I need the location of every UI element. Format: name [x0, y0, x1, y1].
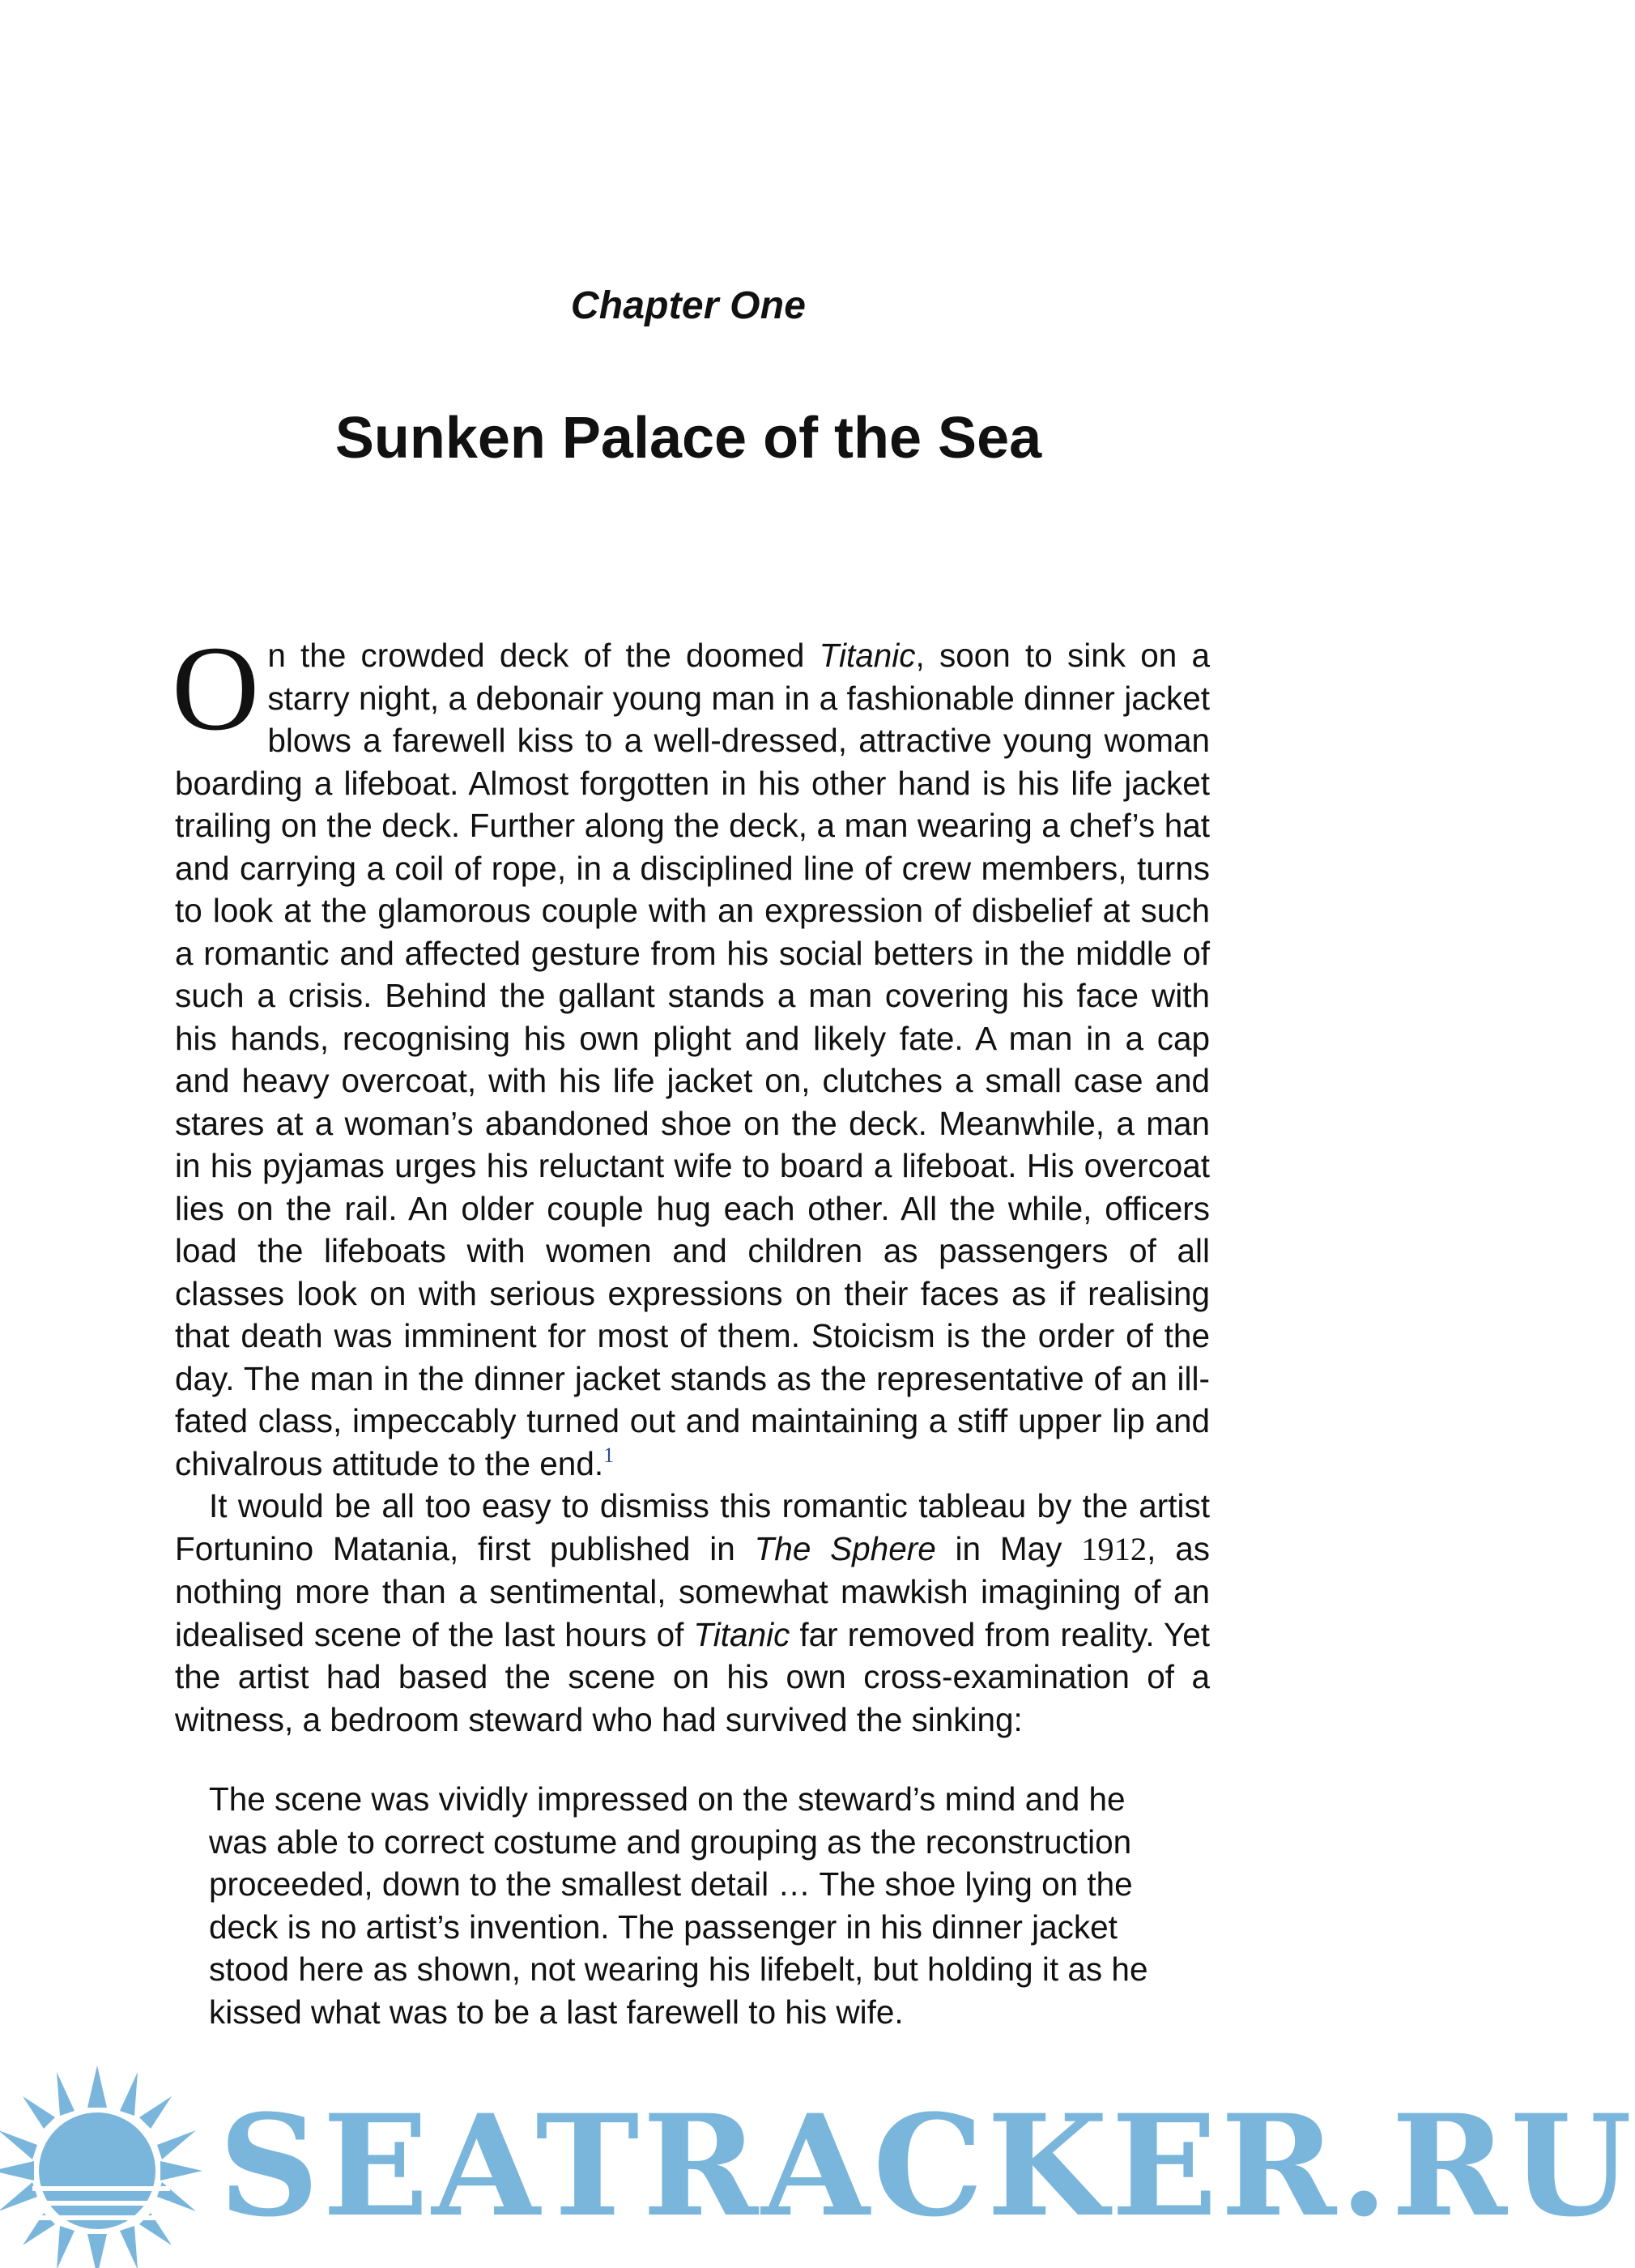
- p1-ship-name: Titanic: [819, 637, 916, 674]
- p1-text-1: n the crowded deck of the doomed: [267, 637, 820, 674]
- p1-text-2: , soon to sink on a starry night, a debonair young man in a fashionable dinner jacket blows a farewell kiss to a well-dressed, attractive young woman boarding a lifeboat. Almost forgotten in his other hand is his life jacket trailing on the deck. Further along the deck, a man wearing a chef’s hat and carrying a coil of rope, in a disciplined line of crew members, turns to look at the glamorous couple with an expression of disbelief at such a romantic and affected gesture from his social betters in the middle of such a crisis. Behind the gallant stands a man covering his face with his hands, recognising his own plight and likely fate. A man in a cap and heavy overcoat, with his life jacket on, clutches a small case and stares at a woman’s abandoned shoe on the deck. Meanwhile, a man in his pyjamas urges his reluctant wife to board a lifeboat. His overcoat lies on the rail. An older couple hug each other. All the while, officers load the lifeboats with women and children as passengers of all classes look on with serious expressions on their faces as if realising that death was imminent for most of them. Stoicism is the order of the day. The man in the dinner jacket stands as the representative of an ill-fated class, impeccably turned out and maintaining a stiff upper lip and chivalrous attitude to the end.: [175, 637, 1210, 1482]
- chapter-label: Chapter One: [570, 284, 807, 327]
- footnote-marker[interactable]: 1: [603, 1443, 615, 1467]
- p2-text-2: in May: [935, 1529, 1082, 1567]
- p2-text-4: far removed from reality. Yet the artist had based the scene on his own cross-examination of a witness, a bedroom steward who had survived the sinking:: [175, 1615, 1210, 1738]
- chapter-title: Sunken Palace of the Sea: [334, 406, 1042, 471]
- drop-cap: O: [172, 621, 260, 756]
- watermark-text: SEATRACKER.RU: [219, 2083, 1635, 2248]
- p2-ship-name: Titanic: [693, 1615, 790, 1653]
- block-quote: The scene was vividly impressed on the steward’s mind and he was able to correct costume and grouping as the reconstruction proceeded, down to the smallest detail … The shoe lying on the deck is no artist’s invention. The passenger in his dinner jacket stood here as shown, not wearing his lifebelt, but holding it as he kissed what was to be a last farewell to his wife.: [209, 1780, 1148, 2031]
- p2-text-1: It would be all too easy to dismiss this romantic tableau by the artist Fortunino Matania, first published in: [175, 1487, 1210, 1567]
- paragraph-2: [175, 1485, 1210, 1741]
- p2-year: 1912: [1081, 1530, 1147, 1567]
- p2-publication: The Sphere: [754, 1529, 936, 1567]
- body-text: [172, 621, 1210, 2033]
- paragraph-1: [172, 621, 1210, 1485]
- p2-text-3: , as nothing more than a sentimental, somewhat mawkish imagining of an idealised scene of the last hours of: [175, 1529, 1210, 1653]
